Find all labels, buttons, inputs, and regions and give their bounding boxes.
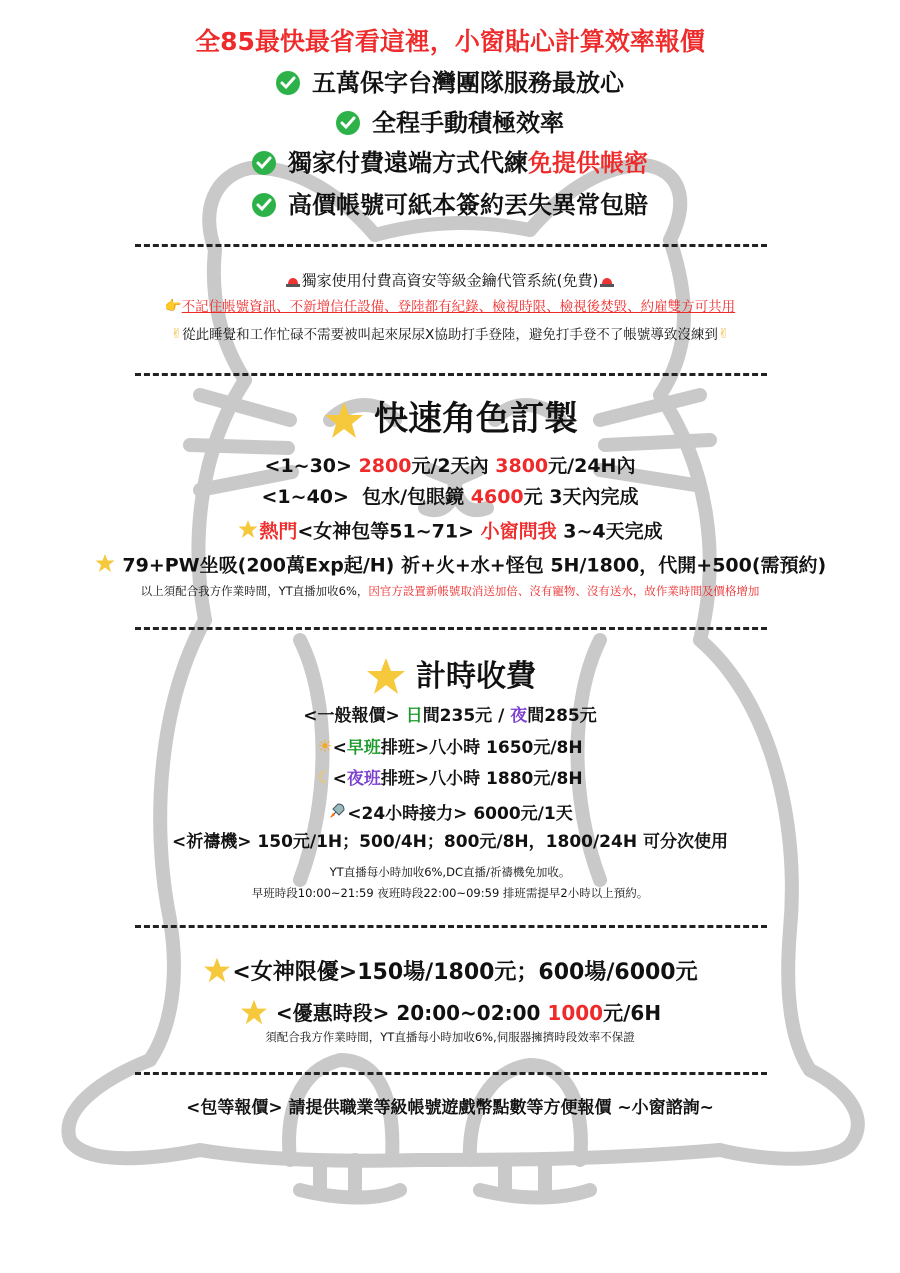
glowing-star-icon [202,955,232,991]
security-title: 獨家使用付費高資安等級金鑰代管系統(免費) [0,270,900,292]
fast-row-2: <1~40> 包水/包眼鏡 4600元 3天內完成 [261,486,639,508]
siren-icon [598,270,616,292]
security-benefit: ✌從此睡覺和工作忙碌不需要被叫起來尿尿X協助打手登陸，避免打手登不了帳號導致沒練到✌ [170,326,730,343]
divider [135,1072,767,1075]
divider [135,373,767,376]
divider [135,925,767,928]
feature-text: 獨家付費遠端方式代練 [288,149,528,177]
check-circle-icon [336,111,360,135]
feature-text: 五萬保字台灣團隊服務最放心 [312,69,624,97]
fast-row-3: 熱門<女神包等51~71> 小窗問我 3~4天完成 [0,518,900,546]
hourly-note-1: YT直播每小時加收6%,DC直播/祈禱機免加收。 [329,865,571,879]
hourly-note-2: 早班時段10:00~21:59 夜班時段22:00~09:59 排班需提早2小時以上預約。 [251,886,649,900]
divider [135,244,767,247]
glowing-star-icon [237,518,259,546]
glowing-star-icon [94,552,116,580]
feature-item [0,192,900,220]
hourly-general: <一般報價> 日間235元 / 夜間285元 [303,706,597,726]
rocket-icon [327,801,347,827]
hourly-early: ☀<早班排班>八小時 1650元/8H [317,737,583,758]
check-circle-icon [252,193,276,217]
glowing-star-icon [364,654,408,707]
victory-hand-icon: ✌ [717,326,730,342]
pointing-hand-icon: 👉 [164,298,182,314]
hourly-late: ☾<夜班排班>八小時 1880元/8H [317,768,583,789]
check-circle-icon [276,71,300,95]
headline: 全85最快最省看這裡，小窗貼心計算效率報價 [195,27,705,56]
fast-row-1: <1~30> 2800元/2天內 3800元/24H內 [264,455,636,477]
promo-goddess: <女神限優>150場/1800元；600場/6000元 [0,955,900,991]
siren-icon [284,270,302,292]
fast-row-4: 79+PW坐吸(200萬Exp起/H) 祈+火+水+怪包 5H/1800，代開+500(需預約) [10,552,900,580]
footer-quote: <包等報價> 請提供職業等級帳號遊戲幣點數等方便報價 ~小窗諮詢~ [186,1098,714,1118]
hourly-relay: <24小時接力> 6000元/1天 [0,801,900,827]
feature-text: 高價帳號可紙本簽約丟失異常包賠 [288,191,648,219]
check-circle-icon [252,151,276,175]
glowing-star-icon [239,997,269,1032]
feature-item [0,110,900,138]
glowing-star-icon [322,398,366,451]
crescent-moon-icon: ☾ [317,768,333,788]
promo-note: 須配合我方作業時間，YT直播每小時加收6%,伺服器擁擠時段效率不保證 [265,1030,635,1044]
hourly-prayer: <祈禱機> 150元/1H；500/4H；800元/8H，1800/24H 可分次使用 [172,832,728,852]
feature-highlight: 免提供帳密 [528,149,648,177]
section-title-fast: 快速角色訂製 [0,398,900,451]
feature-text: 全程手動積極效率 [372,109,564,137]
victory-hand-icon: ✌ [170,326,183,342]
fast-note: 以上須配合我方作業時間，YT直播加收6%，因官方設置新帳號取消送加倍、沒有寵物、沒有送水，故作業時間及價格增加 [140,584,760,598]
section-title-hourly: 計時收費 [0,654,900,707]
sun-icon: ☀ [317,737,333,757]
divider [135,627,767,630]
feature-item [0,150,900,178]
feature-item [0,70,900,98]
promo-offpeak: <優惠時段> 20:00~02:00 1000元/6H [0,997,900,1032]
security-notice: 👉不記住帳號資訊、不新增信任設備、登陸都有紀錄、檢視時限、檢視後焚毀、約雇雙方可共用 [164,298,736,315]
